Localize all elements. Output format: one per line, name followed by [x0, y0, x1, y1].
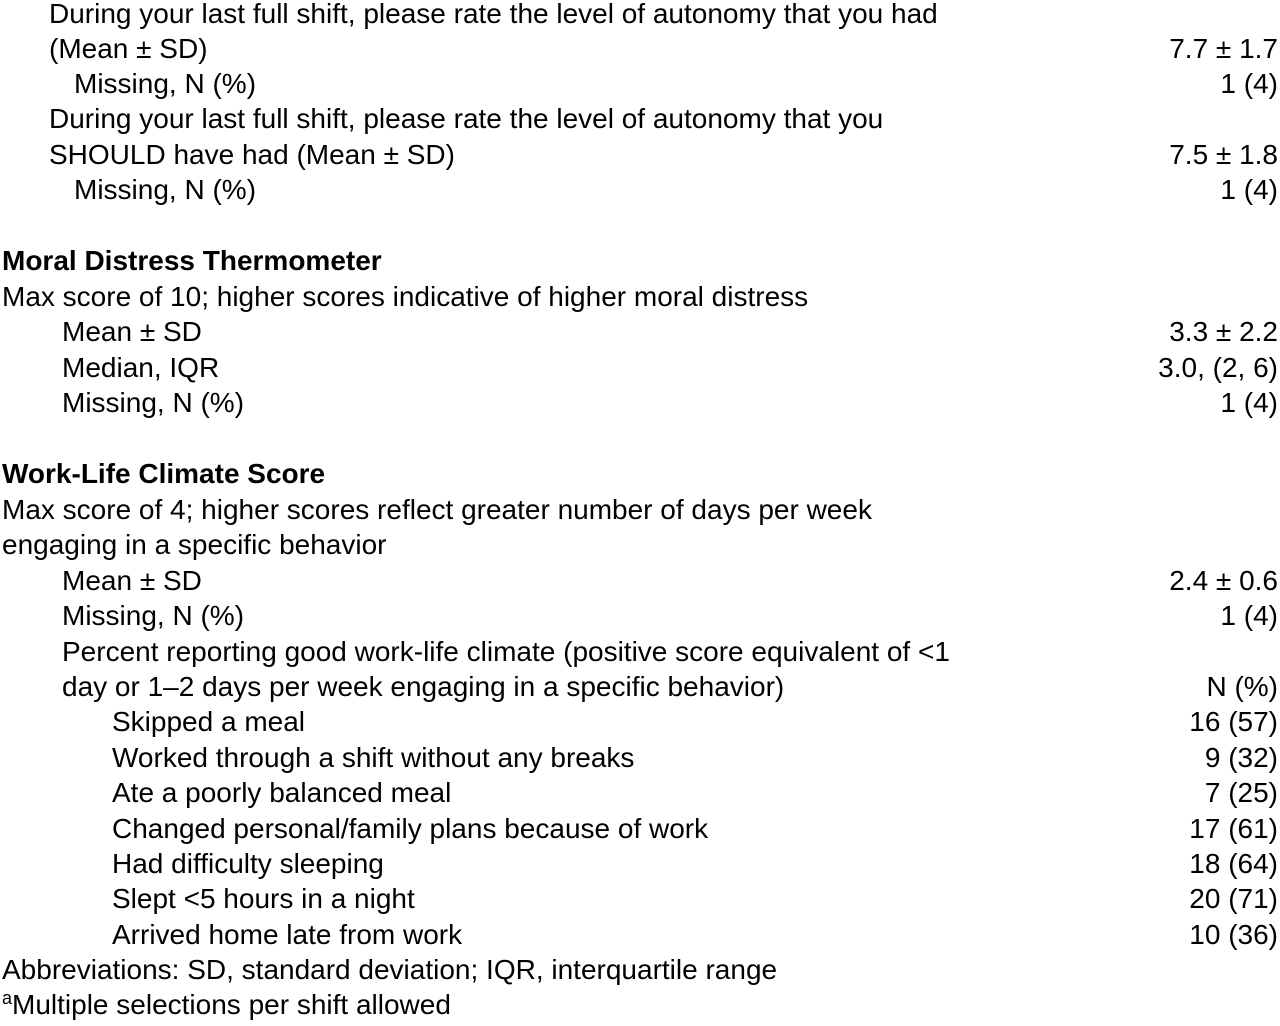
row-label: Had difficulty sleeping — [112, 848, 384, 879]
row-value: 1 (4) — [1220, 68, 1278, 99]
row-label: Percent reporting good work-life climate (positive score equivalent of <1 — [62, 636, 950, 667]
section-heading: Moral Distress Thermometer — [2, 245, 382, 276]
row-label: Mean ± SD — [62, 565, 202, 596]
section-heading-row — [0, 456, 1280, 492]
row-value: 1 (4) — [1220, 600, 1278, 631]
row-label: Ate a poorly balanced meal — [112, 777, 452, 808]
row-label: Worked through a shift without any breaks — [112, 742, 635, 773]
row-label: Missing, N (%) — [74, 68, 257, 99]
row-value: N (%) — [1206, 671, 1278, 702]
table-row — [0, 634, 1280, 670]
row-label: Max score of 4; higher scores reflect greater number of days per week — [2, 494, 872, 525]
row-value: 20 (71) — [1189, 883, 1278, 914]
table-row — [0, 66, 1280, 102]
abbreviations-text: Abbreviations: SD, standard deviation; IQR, interquartile range — [2, 954, 778, 985]
table-row — [0, 563, 1280, 599]
table-row — [0, 846, 1280, 882]
table-row — [0, 101, 1280, 137]
table-row — [0, 669, 1280, 705]
table-row — [0, 314, 1280, 350]
row-value: 1 (4) — [1220, 174, 1278, 205]
row-value: 3.3 ± 2.2 — [1169, 316, 1278, 347]
footnote-text — [2, 987, 451, 1026]
row-value: 9 (32) — [1204, 742, 1278, 773]
row-label: Changed personal/family plans because of work — [112, 813, 709, 844]
row-label: Mean ± SD — [62, 316, 202, 347]
row-value: 1 (4) — [1220, 387, 1278, 418]
footnote-marker: a — [2, 988, 13, 1008]
table-row — [0, 527, 1280, 563]
row-value: 7.7 ± 1.7 — [1169, 33, 1278, 64]
row-label: Missing, N (%) — [62, 387, 245, 418]
row-label: During your last full shift, please rate the level of autonomy that you had — [49, 0, 938, 29]
row-label: During your last full shift, please rate the level of autonomy that you — [49, 103, 884, 134]
table-row — [0, 279, 1280, 315]
table-row — [0, 775, 1280, 811]
table-row — [0, 917, 1280, 953]
row-label: day or 1–2 days per week engaging in a specific behavior) — [62, 671, 785, 702]
row-value: 16 (57) — [1189, 706, 1278, 737]
row-label: Arrived home late from work — [112, 919, 463, 950]
table-row — [0, 350, 1280, 386]
row-value: 2.4 ± 0.6 — [1169, 565, 1278, 596]
table-row — [0, 704, 1280, 740]
row-label: (Mean ± SD) — [49, 33, 208, 64]
row-value: 10 (36) — [1189, 919, 1278, 950]
table-row — [0, 385, 1280, 421]
footnote-abbreviations — [0, 952, 1280, 988]
table-row — [0, 31, 1280, 67]
row-label: Median, IQR — [62, 352, 220, 383]
table-row — [0, 740, 1280, 776]
row-label: Max score of 10; higher scores indicative of higher moral distress — [2, 281, 809, 312]
table-row — [0, 172, 1280, 208]
table-row — [0, 811, 1280, 847]
row-label: Missing, N (%) — [62, 600, 245, 631]
section-heading: Work-Life Climate Score — [2, 458, 326, 489]
footnote-multiple — [0, 987, 1280, 1023]
row-label: Missing, N (%) — [74, 174, 257, 205]
table-row — [0, 137, 1280, 173]
row-label: Skipped a meal — [112, 706, 306, 737]
row-value: 7 (25) — [1204, 777, 1278, 808]
row-value: 7.5 ± 1.8 — [1169, 139, 1278, 170]
table-row — [0, 598, 1280, 634]
row-value: 18 (64) — [1189, 848, 1278, 879]
table-row — [0, 492, 1280, 528]
section-heading-row — [0, 243, 1280, 279]
row-value: 3.0, (2, 6) — [1158, 352, 1278, 383]
row-label: engaging in a specific behavior — [2, 529, 387, 560]
table-row — [0, 0, 1280, 32]
row-label: Slept <5 hours in a night — [112, 883, 415, 914]
row-value: 17 (61) — [1189, 813, 1278, 844]
table-row — [0, 881, 1280, 917]
footnote-body: Multiple selections per shift allowed — [12, 989, 451, 1020]
row-label: SHOULD have had (Mean ± SD) — [49, 139, 455, 170]
